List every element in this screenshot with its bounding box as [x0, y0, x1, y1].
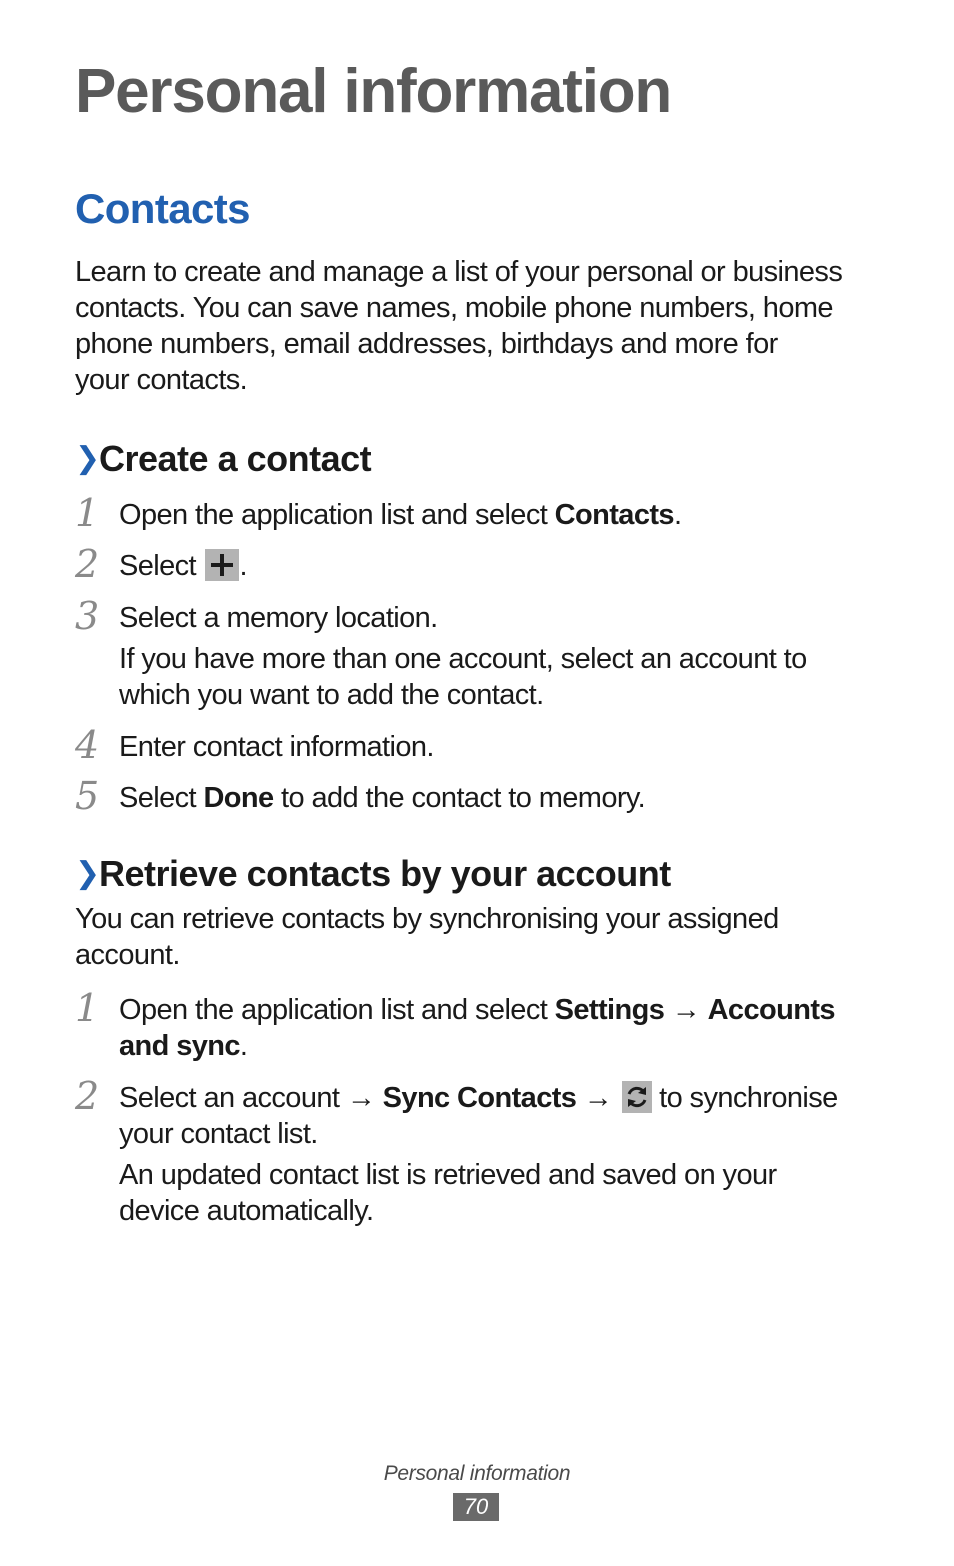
intro-line: your contacts. — [75, 364, 248, 396]
intro-line: Learn to create and manage a list of your personal or business — [75, 256, 843, 288]
step-text: to synchronise — [651, 1082, 838, 1114]
accounts-label: Accounts — [707, 994, 835, 1026]
settings-label: Settings — [554, 994, 665, 1026]
retrieve-contacts-heading — [75, 852, 671, 895]
step-text: Select — [119, 782, 204, 814]
step-number: 4 — [75, 723, 100, 767]
create-step-3 — [119, 600, 889, 713]
step-text: . — [239, 550, 247, 582]
step-text: Open the application list and select — [119, 994, 555, 1026]
step-text: your contact list. — [119, 1118, 318, 1150]
intro-line: You can retrieve contacts by synchronising your assigned — [75, 903, 779, 935]
step-text: Select — [119, 550, 204, 582]
done-label: Done — [203, 782, 274, 814]
step-note — [119, 1157, 909, 1229]
create-step-5 — [119, 780, 889, 816]
step-number: 2 — [75, 1074, 100, 1118]
step-text: . — [673, 499, 682, 531]
step-text: Select a memory location. — [119, 602, 438, 634]
arrow: → — [576, 1082, 620, 1114]
chevron-right-icon: ❯ — [75, 442, 100, 475]
step-text: Open the application list and select — [119, 499, 555, 531]
step-text: to add the contact to memory. — [273, 782, 646, 814]
step-text: Select an account — [119, 1082, 347, 1114]
create-step-1 — [119, 497, 889, 533]
retrieve-intro — [75, 901, 895, 973]
note-line: which you want to add the contact. — [119, 679, 544, 711]
create-step-2 — [119, 548, 889, 584]
retrieve-step-1 — [119, 992, 909, 1064]
section-title: Contacts — [75, 185, 250, 232]
intro-paragraph — [75, 254, 895, 398]
step-number: 3 — [75, 594, 100, 638]
arrow: → — [346, 1082, 383, 1114]
step-number: 1 — [75, 491, 100, 535]
note-line: If you have more than one account, select an account to — [119, 643, 807, 675]
contacts-label: Contacts — [554, 499, 674, 531]
plus-icon — [205, 549, 239, 581]
note-line: An updated contact list is retrieved and saved on your — [119, 1159, 777, 1191]
arrow: → — [664, 994, 708, 1026]
create-contact-heading — [75, 437, 371, 480]
create-contact-heading-text: Create a contact — [99, 438, 372, 479]
chevron-right-icon: ❯ — [75, 857, 100, 890]
sync-icon — [622, 1081, 652, 1113]
step-number: 5 — [75, 774, 100, 818]
page-number-badge: 70 — [453, 1493, 499, 1521]
note-line: device automatically. — [119, 1195, 374, 1227]
retrieve-step-2 — [119, 1080, 909, 1229]
sync-contacts-label: Sync Contacts — [382, 1082, 577, 1114]
retrieve-contacts-heading-text: Retrieve contacts by your account — [99, 853, 671, 894]
intro-line: phone numbers, email addresses, birthdays and more for — [75, 328, 778, 360]
step-number: 1 — [75, 986, 100, 1030]
step-number: 2 — [75, 542, 100, 586]
page-title: Personal information — [75, 57, 672, 126]
and-sync-label: and sync — [119, 1030, 240, 1062]
step-note — [119, 641, 889, 713]
footer-section-label: Personal information — [383, 1462, 571, 1485]
intro-line: account. — [75, 939, 180, 971]
intro-line: contacts. You can save names, mobile phone numbers, home — [75, 292, 833, 324]
step-text: . — [239, 1030, 248, 1062]
create-step-4: Enter contact information. — [119, 731, 434, 763]
